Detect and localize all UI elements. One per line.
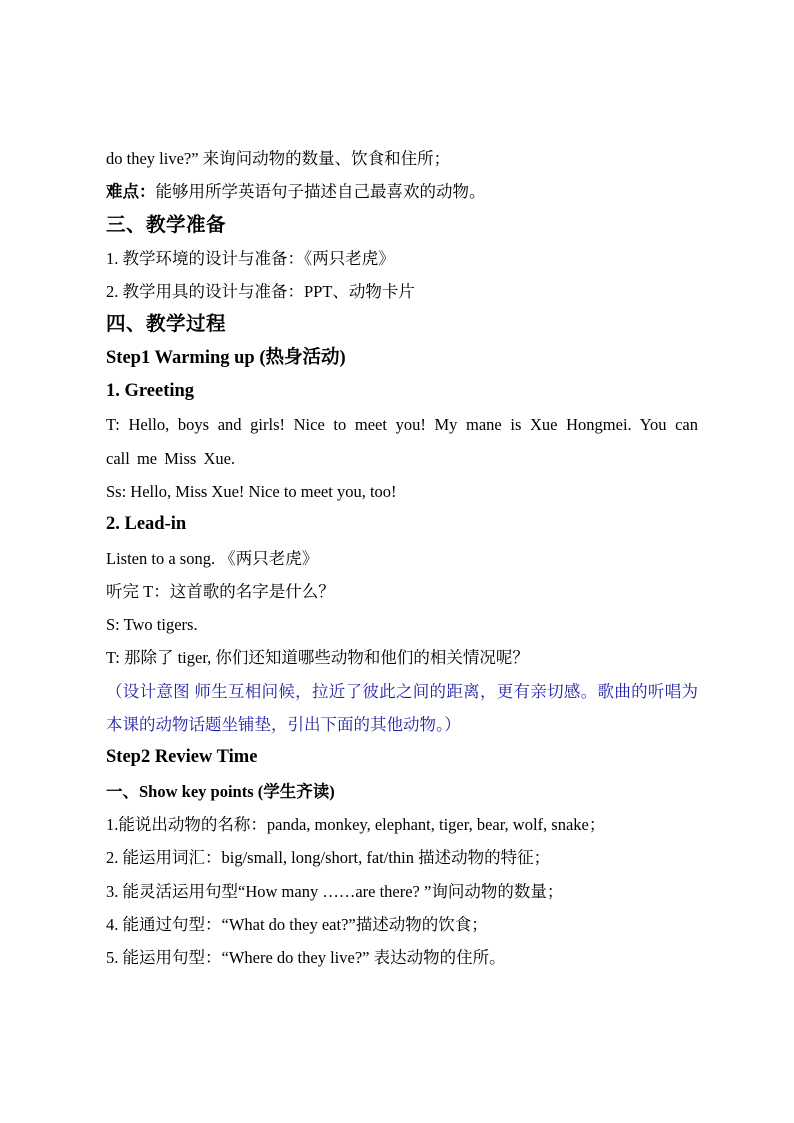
section-heading-process: 四、教学过程 [106, 314, 227, 336]
step2-heading: Step2 Review Time [106, 747, 258, 768]
greeting-line: T: Hello, boys and girls! Nice to meet you! My mane is Xue Hongmei. You can call me Miss Xue. [106, 415, 698, 468]
greeting-heading: 1. Greeting [106, 381, 195, 402]
design-intent-note: （设计意图 师生互相问候，拉近了彼此之间的距离，更有亲切感。歌曲的听唱为本课的动物话题坐铺垫，引出下面的其他动物。） [106, 681, 698, 735]
document-page [106, 142, 698, 974]
prep-item: 1. 教学环境的设计与准备：《两只老虎》 [106, 248, 395, 268]
step1-heading: Step1 Warming up (热身活动) [106, 347, 346, 368]
leadin-line: S: Two tigers. [106, 615, 198, 635]
difficulty-label: 难点： [106, 182, 156, 202]
keypoint-item: 4. 能通过句型：“What do they eat?”描述动物的饮食； [106, 914, 488, 934]
leadin-heading: 2. Lead-in [106, 514, 187, 535]
paragraph-continuation: do they live?” 来询问动物的数量、饮食和住所； [106, 149, 451, 168]
prep-item: 2. 教学用具的设计与准备：PPT、动物卡片 [106, 282, 415, 302]
keypoint-item: 2. 能运用词汇：big/small, long/short, fat/thin 描述动物的特征； [106, 848, 551, 868]
leadin-line: Listen to a song. 《两只老虎》 [106, 548, 319, 568]
keypoint-item: 3. 能灵活运用句型“How many ……are there? ”询问动物的数量； [106, 881, 564, 901]
leadin-line: 听完 T：这首歌的名字是什么？ [106, 581, 335, 601]
leadin-line: T: 那除了 tiger, 你们还知道哪些动物和他们的相关情况呢？ [106, 648, 529, 668]
section-heading-preparation: 三、教学准备 [106, 214, 227, 236]
difficulty-paragraph [106, 175, 698, 208]
difficulty-text: 能够用所学英语句子描述自己最喜欢的动物。 [155, 182, 486, 202]
keypoint-item: 5. 能运用句型：“Where do they live?” 表达动物的住所。 [106, 948, 506, 968]
greeting-line: Ss: Hello, Miss Xue! Nice to meet you, too! [106, 481, 397, 501]
keypoints-heading: 一、Show key points (学生齐读) [106, 781, 335, 801]
keypoint-item: 1.能说出动物的名称：panda, monkey, elephant, tiger, bear, wolf, snake； [106, 814, 606, 834]
